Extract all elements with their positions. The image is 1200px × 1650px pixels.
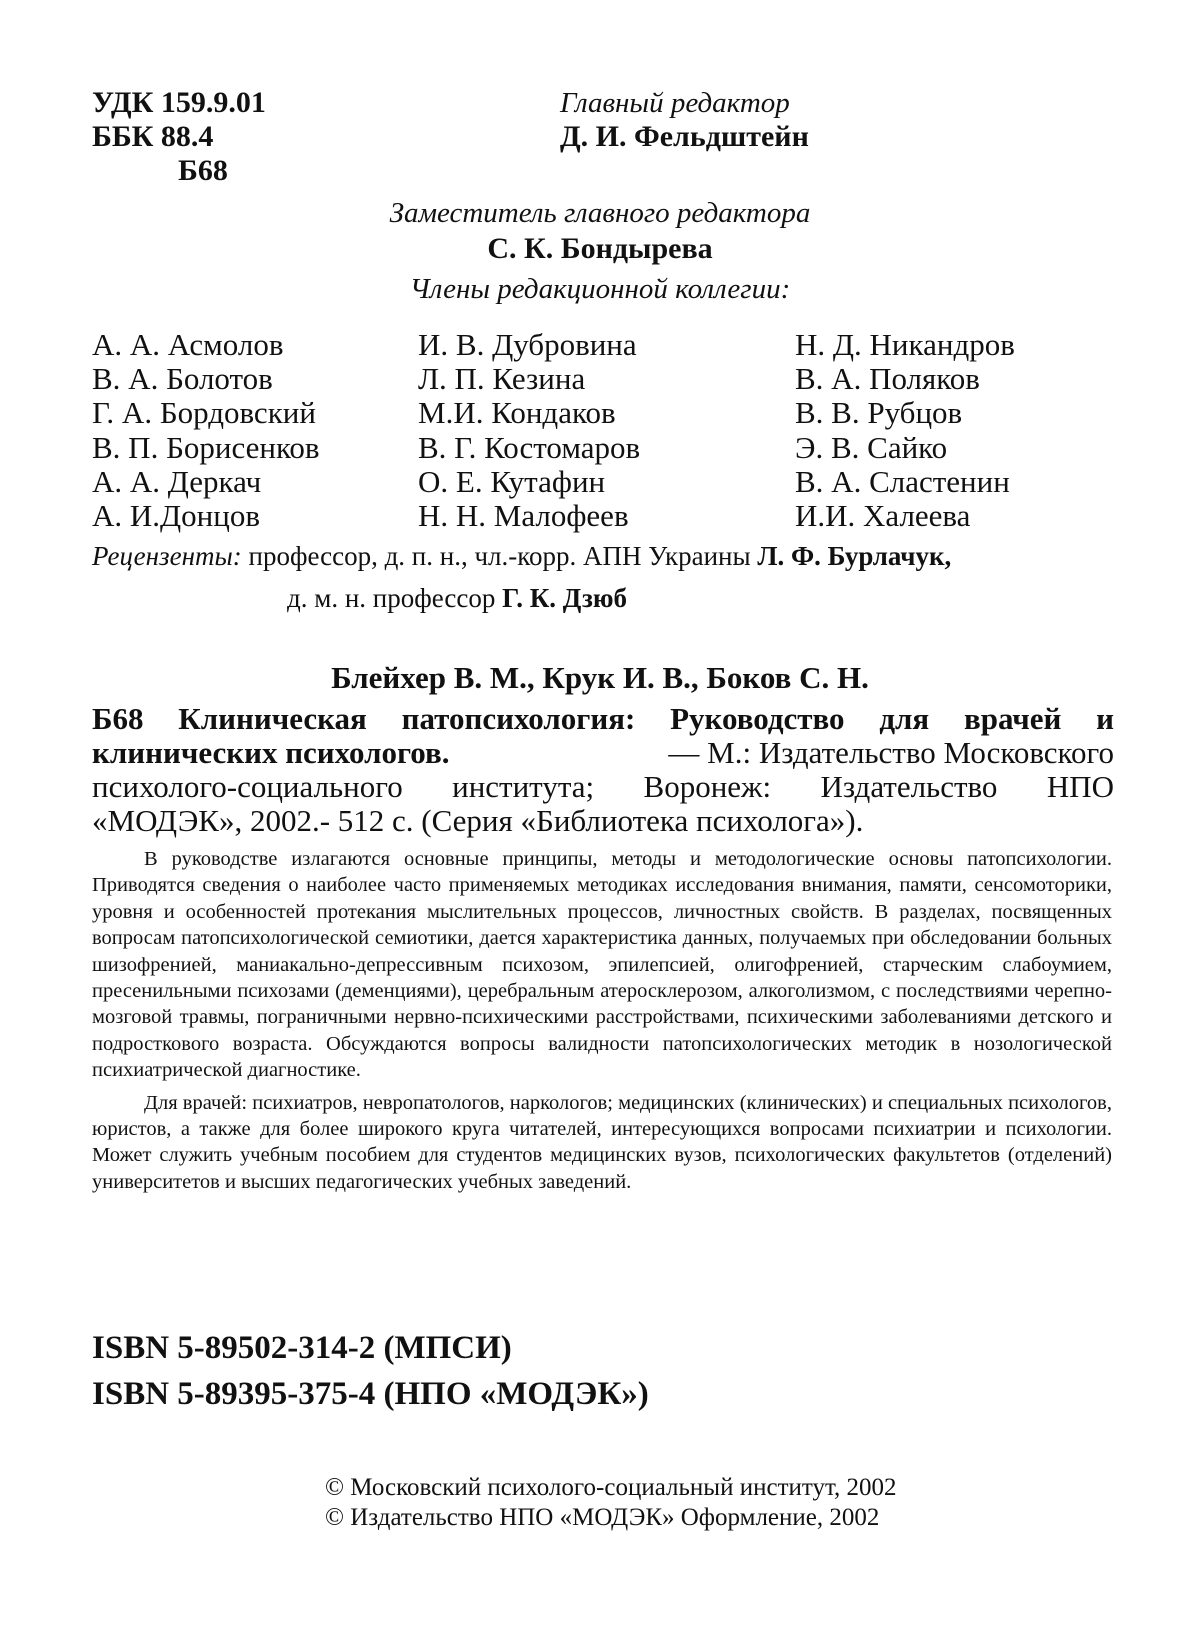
annotation-paragraph-2: Для врачей: психиатров, невропатологов, наркологов; медицинских (клинических) и специальных психологов, юристов, а также для более широкого круга читателей, интересующихся вопросами психиатрии и психологии. Может служить учебным пособием для студентов медицинских вузов, психологических факультетов (отделений) университетов и высших педагогических учебных заведений. [92, 1091, 1112, 1193]
board-member: Н. Д. Никандров [795, 327, 1015, 362]
chief-editor-label: Главный редактор [560, 87, 790, 119]
reviewer-2-name: Г. К. Дзюб [502, 583, 628, 613]
board-column-1 [92, 328, 320, 533]
book-authors: Блейхер В. М., Крук И. В., Боков С. Н. [331, 660, 869, 695]
reviewer-2-credentials: д. м. н. профессор [287, 583, 503, 613]
reviewers-line-2 [287, 582, 627, 614]
board-member: В. А. Сластенин [795, 463, 1010, 499]
board-member: В. А. Болотов [92, 361, 273, 397]
board-member: В. В. Рубцов [795, 395, 963, 431]
board-column-2 [418, 328, 640, 533]
reviewer-1-name: Л. Ф. Бурлачук, [757, 541, 952, 571]
annotation-paragraph-1: В руководстве излагаются основные принципы, методы и методологические основы патопсихологии. Приводятся сведения о наиболее часто применяемых методиках исследования внимания, памяти, сенсомоторики, уровня и особенностей протекания мыслительных процессов, личностных свойств. В разделах, посвященных вопросам патопсихологической семиотики, дается характеристика данных, получаемых при обследовании больных шизофренией, маниакально-депрессивным психозом, эпилепсией, олигофренией, старческим слабоумием, пресенильными психозами (деменциями), церебральным атеросклерозом, алкоголизмом, с последствиями черепно-мозговой травмы, пограничными нервно-психическими расстройствами, психическими заболеваниями детского и подросткового возраста. Обсуждаются вопросы валидности патопсихологических методик в нозологической психиатрической диагностике. [92, 848, 1112, 1082]
deputy-editor-name: С. К. Бондырева [487, 232, 713, 265]
book-title-end: клинических психологов. [92, 735, 450, 770]
copyright-publisher: © Издательство НПО «МОДЭК» Оформление, 2002 [325, 1504, 880, 1531]
board-member: Э. В. Сайко [795, 429, 948, 465]
board-member: В. П. Борисенков [92, 429, 320, 465]
book-description [92, 702, 1114, 838]
deputy-editor-label: Заместитель главного редактора [389, 197, 811, 229]
annotation [92, 846, 1112, 1195]
isbn-mpsi: ISBN 5-89502-314-2 (МПСИ) [92, 1330, 512, 1366]
catalog-code: Б68 [178, 154, 228, 187]
board-member: Н. Н. Малофеев [418, 497, 629, 533]
board-member: Г. А. Бордовский [92, 395, 316, 431]
board-member: А. А. Асмолов [92, 327, 284, 362]
bbk-code: ББК 88.4 [92, 120, 214, 153]
book-series-line: «МОДЭК», 2002.- 512 с. (Серия «Библиотека психолога»). [92, 803, 864, 838]
udk-code: УДК 159.9.01 [92, 86, 266, 119]
board-member: А. И.Донцов [92, 497, 260, 533]
board-member: А. А. Деркач [92, 463, 262, 499]
chief-editor-name: Д. И. Фельдштейн [560, 120, 809, 153]
book-publisher-line: психолого-социального института; Воронеж: Издательство НПО [92, 769, 1114, 804]
board-member: О. Е. Кутафин [418, 463, 606, 499]
book-title-line-1: Б68 Клиническая патопсихология: Руководство для врачей и [92, 701, 1114, 736]
board-member: И. В. Дубровина [418, 327, 637, 362]
board-member: И.И. Халеева [795, 497, 971, 533]
board-member: Л. П. Кезина [418, 361, 586, 397]
isbn-modek: ISBN 5-89395-375-4 (НПО «МОДЭК») [92, 1376, 649, 1412]
board-member: В. А. Поляков [795, 361, 980, 397]
board-member: В. Г. Костомаров [418, 429, 641, 465]
board-member: М.И. Кондаков [418, 395, 616, 431]
reviewer-1-credentials: профессор, д. п. н., чл.-корр. АПН Украины [241, 541, 758, 571]
board-label: Члены редакционной коллегии: [409, 273, 791, 305]
reviewers-label: Рецензенты: [92, 541, 242, 571]
copyright-institute: © Московский психолого-социальный институт, 2002 [325, 1474, 897, 1501]
book-publisher-start: — М.: Издательство Московского [668, 735, 1114, 770]
reviewers-line-1 [92, 540, 951, 572]
board-column-3 [795, 328, 1015, 533]
book-title-line-2 [92, 736, 1114, 770]
